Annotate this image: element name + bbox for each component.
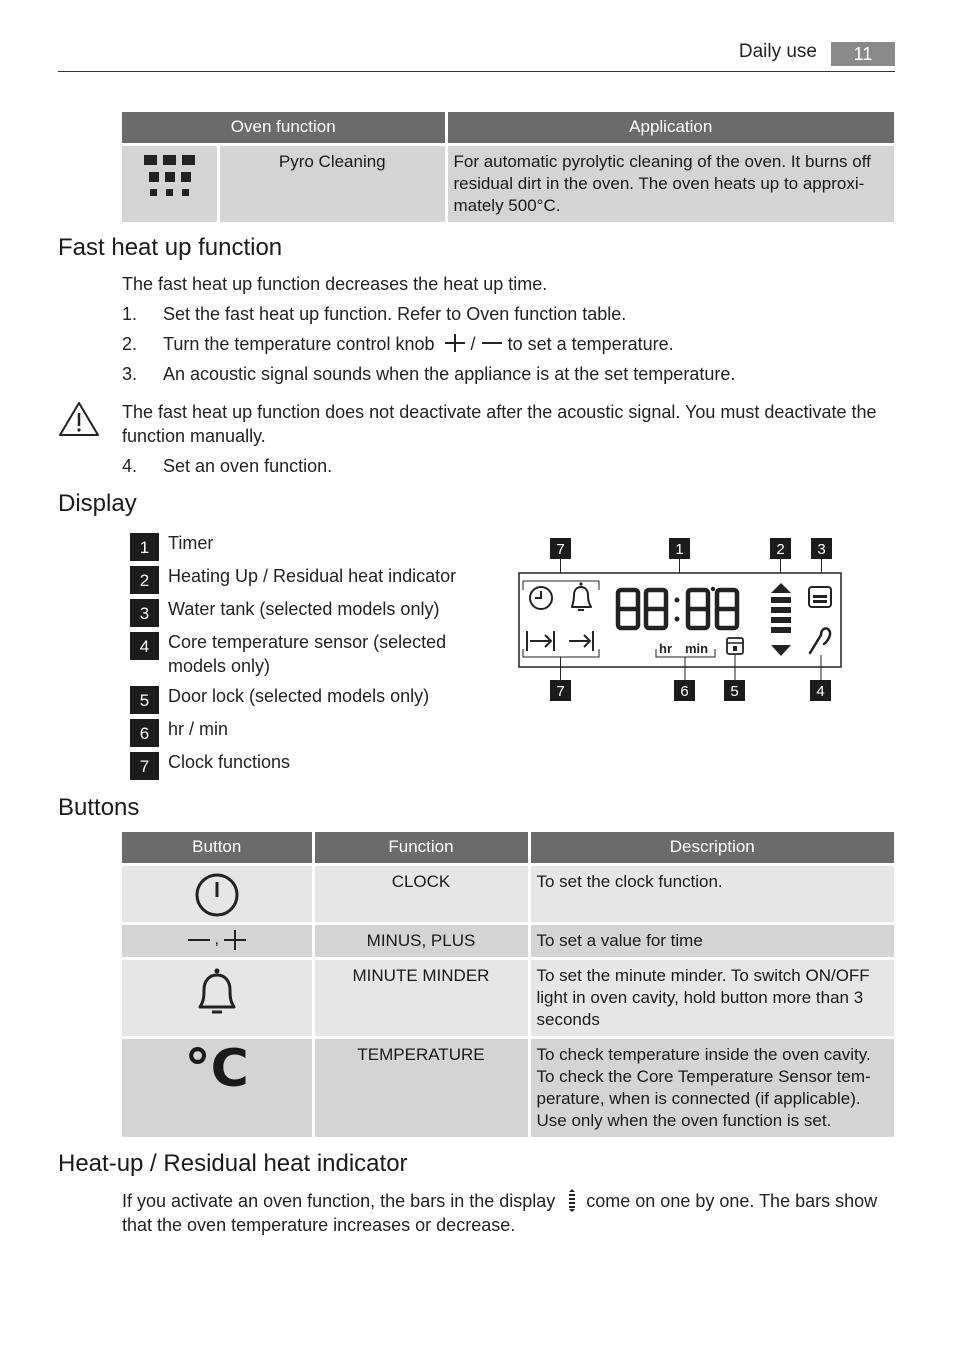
svg-text:5: 5	[730, 683, 739, 700]
legend-label: Door lock (selected models only)	[168, 686, 430, 706]
display-frame	[519, 573, 841, 667]
step-text: Set the fast heat up function. Refer to Oven function table.	[163, 304, 627, 324]
function-name: CLOCK	[313, 864, 529, 923]
page-header	[58, 40, 895, 72]
warning-icon	[58, 400, 100, 438]
page-number: 11	[831, 42, 895, 66]
minus-icon	[187, 929, 211, 951]
svg-text:7: 7	[556, 683, 565, 700]
step-text: to set a temperature.	[507, 334, 674, 354]
step-number: 3.	[122, 364, 138, 384]
function-name: TEMPERATURE	[313, 1037, 529, 1137]
heat-indicator-icon	[567, 1188, 577, 1212]
legend-label: hr / min	[168, 719, 229, 739]
bell-icon	[195, 966, 239, 1016]
section-heading-display: Display	[58, 490, 137, 517]
plus-icon	[444, 333, 466, 353]
table-row	[122, 958, 894, 1037]
oven-function-application: For automatic pyrolytic cleaning of the oven. It burns off residual dirt in the oven. The oven heats up to approxi-mately 500°C.	[446, 144, 894, 222]
oven-function-name: Pyro Cleaning	[278, 151, 386, 171]
column-header-function: Function	[313, 832, 529, 864]
separator: ,	[214, 930, 219, 948]
unit-hr: hr	[659, 641, 672, 656]
legend-number: 2	[130, 566, 159, 594]
oven-function-table	[122, 112, 894, 222]
function-name: MINUTE MINDER	[313, 958, 529, 1037]
column-header-application: Application	[446, 112, 894, 144]
svg-text:7: 7	[556, 541, 565, 558]
step-number: 1.	[122, 304, 138, 324]
table-row	[122, 864, 894, 923]
minus-plus-icon	[122, 925, 312, 951]
fast-heat-intro: The fast heat up function decreases the heat up time.	[122, 274, 548, 294]
step-number: 2.	[122, 334, 138, 354]
function-name: MINUS, PLUS	[313, 923, 529, 958]
svg-text:4: 4	[816, 683, 825, 700]
svg-text:3: 3	[817, 541, 826, 558]
celsius-icon: °C	[184, 1038, 249, 1099]
display-diagram	[515, 535, 847, 710]
plus-icon	[223, 929, 247, 951]
column-header-button: Button	[122, 832, 313, 864]
legend-label: Timer	[168, 533, 214, 553]
pyro-cleaning-icon	[122, 146, 220, 222]
legend-number: 7	[130, 752, 159, 780]
legend-label: Water tank (selected models only)	[168, 599, 440, 619]
function-description: To set the minute minder. To switch ON/OFF light in oven cavity, hold button more than 3 seconds	[529, 958, 894, 1037]
minus-icon	[481, 333, 503, 353]
function-description: To set a value for time	[529, 923, 894, 958]
section-title: Daily use	[738, 41, 817, 62]
table-row	[122, 144, 894, 222]
table-row	[122, 1037, 894, 1137]
legend-number: 6	[130, 719, 159, 747]
legend-label: Heating Up / Residual heat indicator	[168, 566, 457, 586]
legend-number: 4	[130, 632, 159, 660]
legend-label: Clock functions	[168, 752, 291, 772]
legend-number: 3	[130, 599, 159, 627]
buttons-table	[122, 832, 894, 1137]
step-text: Turn the temperature control knob	[163, 334, 435, 354]
svg-text:6: 6	[680, 683, 689, 700]
legend-number: 1	[130, 533, 159, 561]
separator: /	[470, 334, 476, 354]
warning-text: The fast heat up function does not deactivate after the acoustic signal. You must deactivate the function manually.	[122, 402, 877, 446]
column-header-oven-function: Oven function	[122, 112, 446, 144]
section-heading-fast-heat: Fast heat up function	[58, 234, 283, 261]
unit-min: min	[685, 641, 709, 656]
legend-number: 5	[130, 686, 159, 714]
step-text: Set an oven function.	[163, 456, 333, 476]
clock-icon	[194, 872, 240, 918]
column-header-description: Description	[529, 832, 894, 864]
function-description: To set the clock function.	[529, 864, 894, 923]
step-text: An acoustic signal sounds when the appliance is at the set temperature.	[163, 364, 736, 384]
section-heading-buttons: Buttons	[58, 794, 140, 821]
table-row	[122, 923, 894, 958]
svg-text:1: 1	[675, 541, 684, 558]
step-number: 4.	[122, 456, 138, 476]
residual-heat-text: If you activate an oven function, the bars in the display come on one by one. The bars show that the oven temperature increases or decrease.	[122, 1188, 892, 1237]
svg-text:2: 2	[776, 541, 785, 558]
function-description: To check temperature inside the oven cavity. To check the Core Temperature Sensor tem-perature, when is connected (if applicable). Use only when the oven function is set.	[529, 1037, 894, 1137]
section-heading-residual-heat: Heat-up / Residual heat indicator	[58, 1150, 408, 1177]
legend-label: Core temperature sensor (selected models only)	[168, 632, 447, 676]
